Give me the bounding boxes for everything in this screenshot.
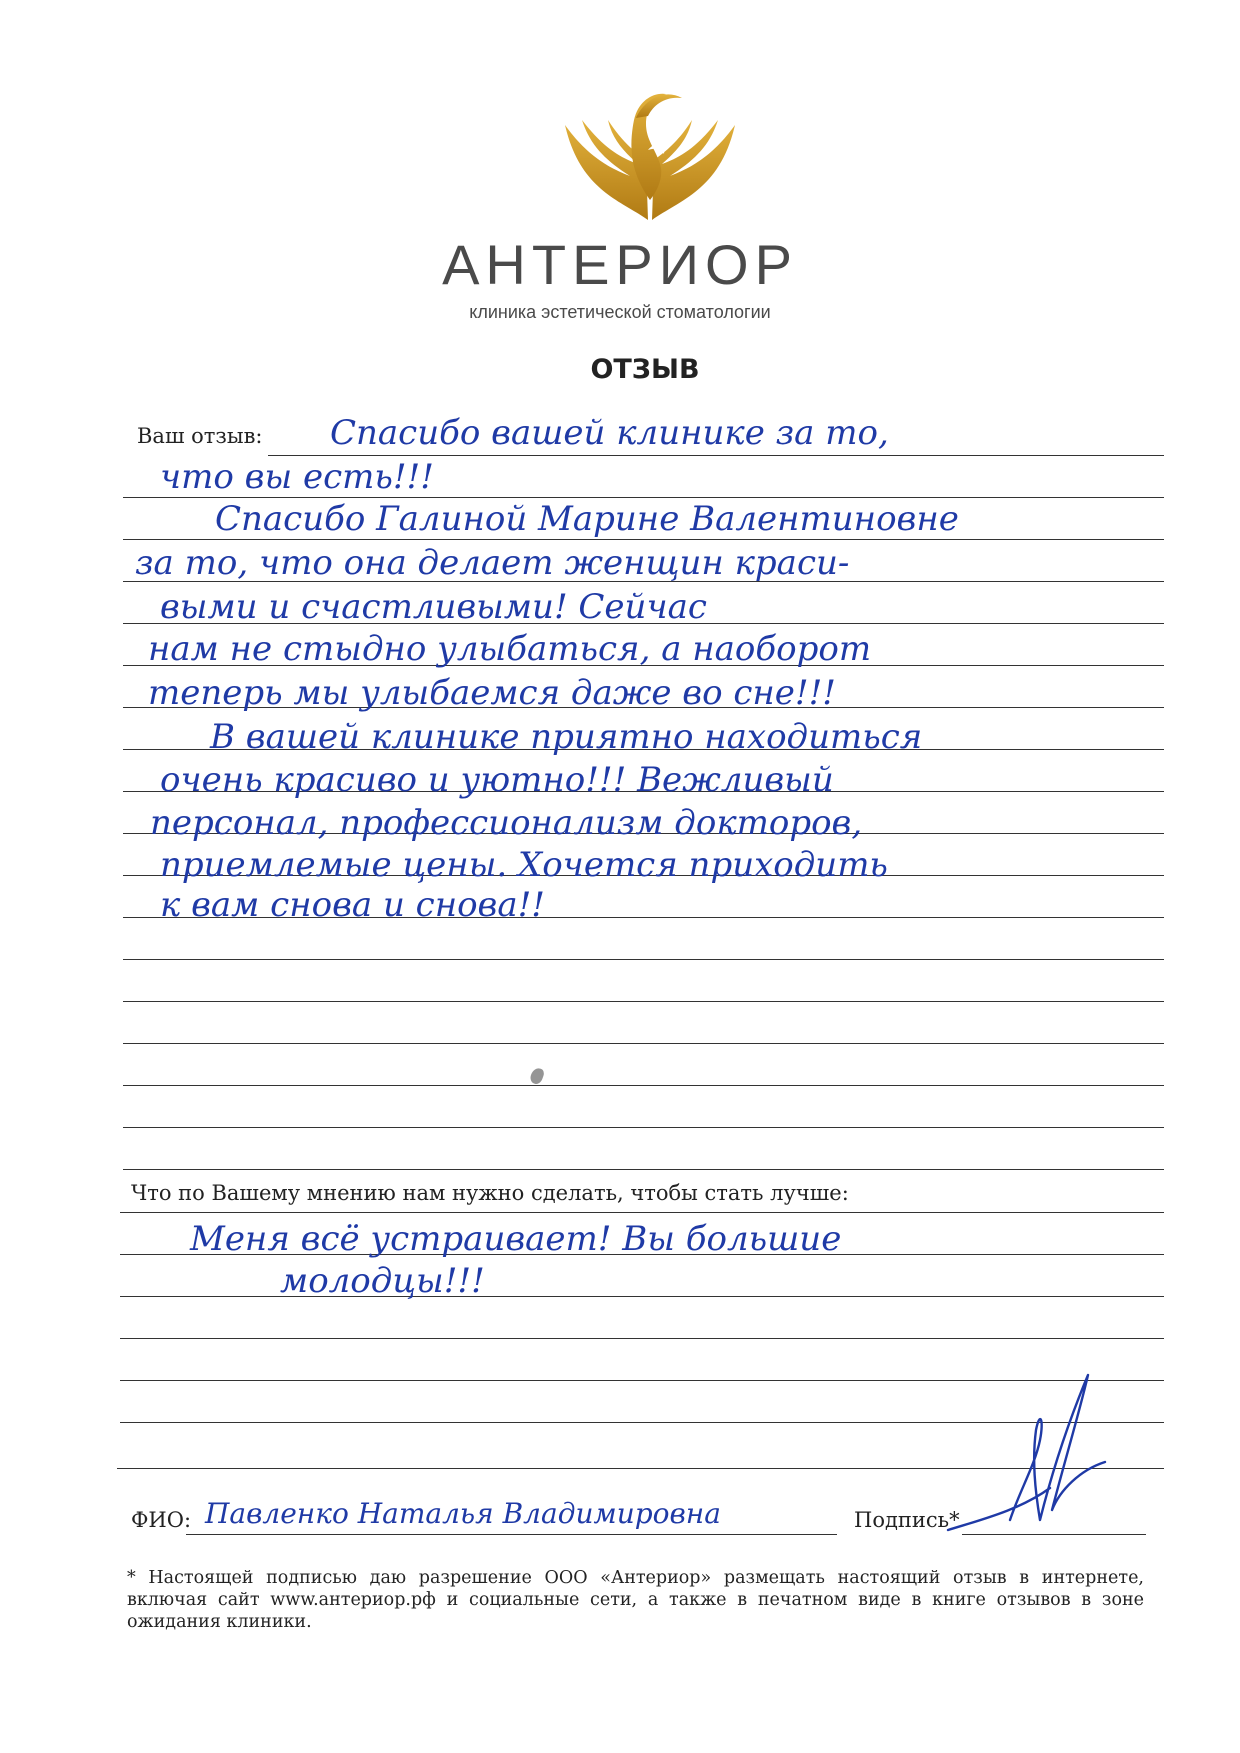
improve-text-line: Меня всё устраивает! Вы большие — [190, 1219, 842, 1259]
review-text-line: приемлемые цены. Хочется приходить — [160, 845, 888, 885]
review-label: Ваш отзыв: — [137, 424, 263, 448]
improve-line-rule — [120, 1338, 1164, 1339]
improve-text-line: молодцы!!! — [280, 1261, 485, 1301]
review-text-line: что вы есть!!! — [160, 457, 434, 497]
review-text-line: Спасибо вашей клинике за то, — [330, 413, 889, 453]
review-line-rule — [123, 539, 1164, 540]
scan-artifact — [529, 1066, 546, 1085]
fio-value: Павленко Наталья Владимировна — [205, 1497, 721, 1530]
improve-line-rule — [120, 1212, 1164, 1213]
handwritten-signature-icon — [940, 1370, 1120, 1550]
review-line-rule — [268, 455, 1164, 456]
review-text-line: выми и счастливыми! Сейчас — [160, 587, 707, 627]
review-line-rule — [123, 1001, 1164, 1002]
brand-name: АНТЕРИОР — [442, 233, 798, 296]
review-text-line: нам не стыдно улыбаться, а наоборот — [148, 629, 872, 669]
review-line-rule — [123, 1169, 1164, 1170]
review-text-line: теперь мы улыбаемся даже во сне!!! — [148, 673, 836, 713]
form-title: ОТЗЫВ — [590, 354, 700, 385]
review-line-rule — [123, 497, 1164, 498]
review-text-line: В вашей клинике приятно находиться — [210, 717, 923, 757]
review-line-rule — [123, 1085, 1164, 1086]
consent-footnote: * Настоящей подписью даю разрешение ООО «Антериор» размещать настоящий отзыв в интернете, включая сайт www.антериор.рф и социальные сети, а также в печатном виде в книге отзывов в зоне ожидания клиники. — [127, 1568, 1144, 1632]
fio-field-line — [186, 1534, 837, 1535]
winged-tooth-logo-icon — [560, 80, 740, 230]
review-line-rule — [123, 1043, 1164, 1044]
review-text-line: персонал, профессионализм докторов, — [150, 803, 863, 843]
review-text-line: очень красиво и уютно!!! Вежливый — [160, 760, 834, 800]
brand-tagline: клиника эстетической стоматологии — [469, 302, 771, 322]
review-line-rule — [123, 959, 1164, 960]
improve-line-rule — [120, 1296, 1164, 1297]
review-line-rule — [123, 1127, 1164, 1128]
signature-label: Подпись* — [854, 1508, 960, 1532]
fio-label: ФИО: — [131, 1508, 192, 1532]
review-text-line: Спасибо Галиной Марине Валентиновне — [215, 499, 959, 539]
improve-label: Что по Вашему мнению нам нужно сделать, чтобы стать лучше: — [131, 1181, 849, 1205]
review-text-line: к вам снова и снова!! — [160, 885, 545, 925]
review-text-line: за то, что она делает женщин краси- — [135, 543, 850, 583]
